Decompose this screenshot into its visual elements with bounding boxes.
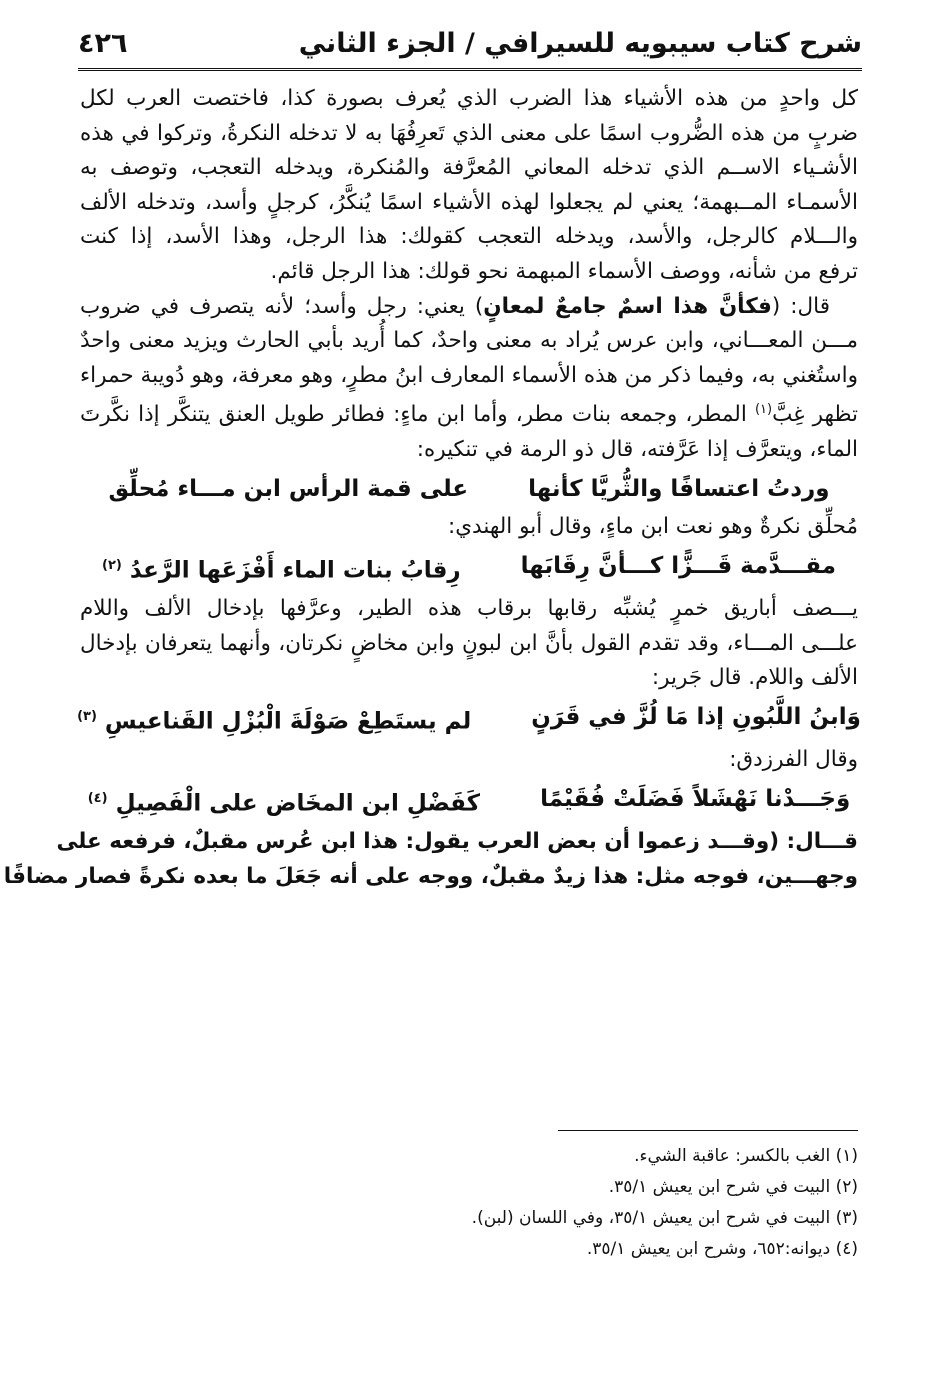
verse-text: لم يستَطِعْ صَوْلَةَ الْبُزْلِ القَناعيسِ: [104, 708, 472, 735]
paragraph-1: [80, 82, 858, 290]
verse-1: [80, 472, 858, 507]
running-title: شرح كتاب سيبويه للسيرافي / الجزء الثاني: [298, 27, 862, 59]
footnote-ref-4: (٤): [87, 790, 108, 806]
text-line: واستُغني به، وفيما ذكر من هذه الأسماء المعارف ابنُ مطرٍ، وهو معرفة، وهو دُويبة حمراء: [80, 362, 858, 388]
verse-4: [80, 782, 858, 821]
footnote-2: (٢) البيت في شرح ابن يعيش ٣٥/١.: [608, 1177, 858, 1197]
footnote-ref-2: (٢): [102, 557, 122, 573]
text-line: ضربٍ من هذه الضُّروب اسمًا على معنى الذي تَعرِفُهَا به لا تدخله النكرةُ، وتركوا في هذه: [80, 120, 858, 146]
text-line: الألف واللام. قال جَرير:: [651, 665, 858, 691]
verse-first-hemistich: وردتُ اعتسافًا والثُّريَّا كأنها: [528, 475, 830, 502]
text-line: وجهـــين، فوجه مثل: هذا زيدٌ مقبلٌ، ووجه على أنه جَعَلَ ما بعده نكرةً فصار مضافًا: [3, 863, 858, 889]
text-fragment: ) يعني: رجل وأسد؛ لأنه يتصرف في ضروب: [80, 293, 484, 319]
verse-second-hemistich: [102, 549, 461, 588]
footnote-3: (٣) البيت في شرح ابن يعيش ٣٥/١، وفي اللسان (لبن).: [471, 1208, 858, 1228]
text-fragment: المطر، وجمعه بنات مطر، وأما ابن ماءٍ: فطائر طويل العنق يتنكَّر إذا نكَّرتَ: [80, 402, 755, 428]
verse-first-hemistich: مقـــدَّمة قَـــزًّا كـــأنَّ رِقَابَها: [520, 552, 836, 579]
verse-second-hemistich: على قمة الرأس ابن مـــاء مُحلِّق: [108, 475, 469, 502]
footnote-ref-1: (١): [754, 402, 773, 418]
text-line: [80, 290, 858, 325]
main-text: [3, 82, 861, 894]
footnote-ref-3: (٣): [77, 708, 97, 724]
page-header: [78, 18, 862, 71]
footnote-4: (٤) ديوانه:٦٥٢، وشرح ابن يعيش ٣٥/١.: [586, 1239, 858, 1259]
text-line: وقال الفرزدق:: [729, 747, 858, 773]
verse-3: [77, 700, 861, 739]
text-line: الأسمـاء المــبهمة؛ يعني لم يجعلوا لهذه الأشياء اسمًا يُنكَّرُ، كرجلٍ وأسد، وتدخله الألف: [80, 189, 858, 215]
verse-second-hemistich: [88, 782, 480, 821]
text-line: ترفع من شأنه، ووصف الأسماء المبهمة نحو قولك: هذا الرجل قائم.: [270, 258, 858, 284]
footnote-1: (١) الغب بالكسر: عاقبة الشيء.: [634, 1146, 858, 1166]
text-line: والـــلام كالرجل، والأسد، ويدخله التعجب كقولك: هذا الرجل، وهذا الأسد، إذا كنت: [80, 224, 858, 250]
verse-first-hemistich: وَابنُ اللَّبُونِ إذا مَا لُزَّ في قَرَنٍ: [531, 703, 861, 730]
verse-second-hemistich: [77, 700, 471, 739]
text-line: [80, 393, 858, 433]
text-fragment: قال: (: [771, 293, 830, 319]
footnotes: [471, 1130, 858, 1265]
paragraph-2: [80, 290, 858, 468]
text-line: مُحلِّق نكرةٌ وهو نعت ابن ماءٍ، وقال أبو الهندي:: [447, 514, 858, 540]
text-line: علـــى المـــاء، وقد تقدم القول بأنَّ ابن لبونٍ وابن مخاضٍ نكرتان، وأنهما يتعرفان بإدخال: [80, 630, 858, 656]
text-line: كل واحدٍ من هذه الأشياء هذا الضرب الذي يُعرف بصورة كذا، فاختصت العرب لكل: [80, 86, 858, 111]
verse-first-hemistich: وَجَـــدْنا نَهْشَلاً فَضَلَتْ فُقَيْمًا: [540, 785, 851, 812]
text-line: مـــن المعـــاني، وابن عرس يُراد به معنى واحدٌ، كما أُريد بأبي الحارث ويزيد معنى واحدٌ: [80, 328, 858, 354]
verse-text: كَفَضْلِ ابن المخَاض على الْفَصِيلِ: [115, 790, 481, 817]
paragraph-3: [80, 592, 858, 696]
text-line: الأشـياء الاســم الذي تدخله المعاني المُعرَّفة والمُنكرة، ويدخله التعجب، وتوصف به: [80, 155, 858, 181]
text-fragment: تظهر غِبَّ: [772, 402, 858, 428]
verse-text: رِقابُ بنات الماء أَفْزَعَها الرَّعدُ: [129, 557, 461, 584]
text-line: الماء، ويتعرَّف إذا عَرَّفته، قال ذو الرمة في تنكيره:: [416, 437, 858, 463]
paragraph-4: [3, 825, 858, 894]
quoted-text: فكأنَّ هذا اسمٌ جامعٌ لمعانٍ: [483, 293, 772, 319]
text-line: يـــصف أباريق خمرٍ يُشبِّه رقابها برقاب هذه الطير، وعرَّفها بإدخال الألف واللام: [80, 596, 858, 622]
text-line: قـــال: (وقـــد زعموا أن بعض العرب يقول: هذا ابن عُرس مقبلٌ، فرفعه على: [56, 829, 858, 854]
verse-2: [80, 549, 858, 588]
page-number: ٤٢٦: [78, 27, 128, 59]
